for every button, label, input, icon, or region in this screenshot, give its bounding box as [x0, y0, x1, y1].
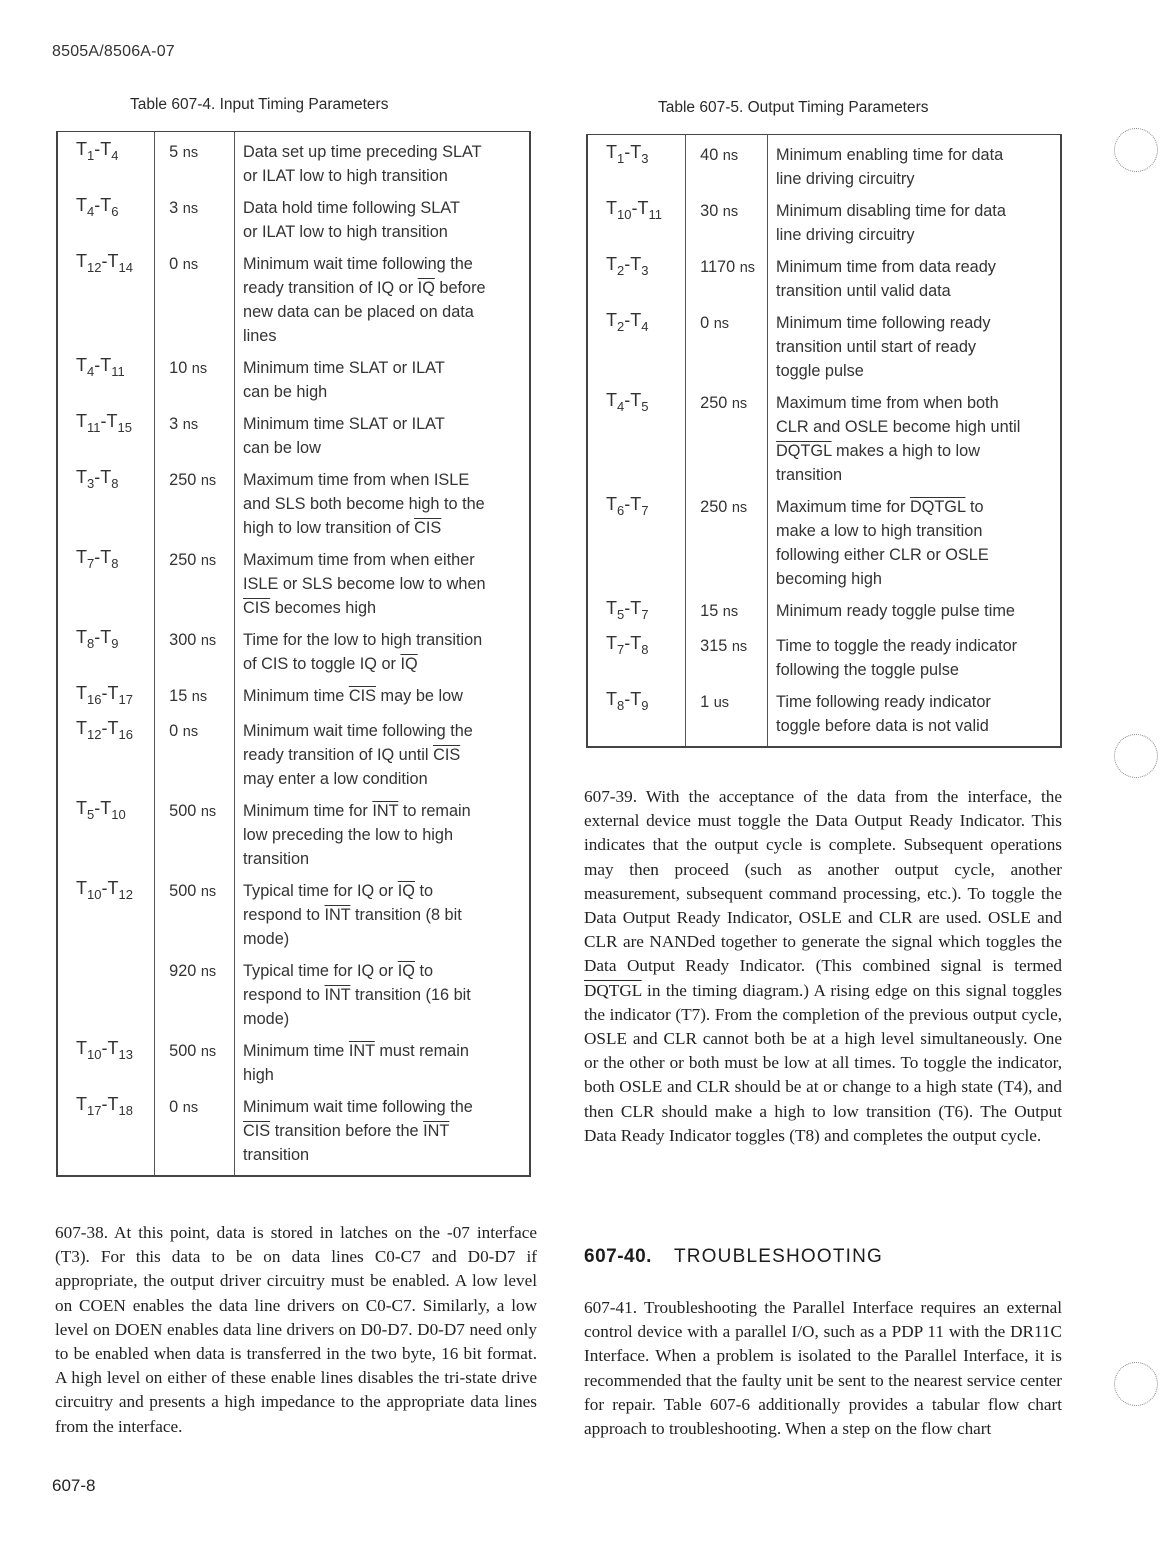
timing-value: 300 ns — [155, 620, 235, 676]
desc-text: transition — [243, 1146, 310, 1164]
active-low-signal: $\overline{INT}$ — [348, 1042, 375, 1060]
desc-text: transition until start of ready — [776, 338, 977, 356]
desc-text: can be low — [243, 439, 321, 457]
paragraph-607-38: 607-38. At this point, data is stored in latches on the -07 interface (T3). For this data to be on data lines C0-C7 and D0-D7 if appropriate, the output driver circuitry must be enabled. A low level on COEN enables the data line drivers on C0-C7. Similarly, a low level on DOEN enables data line drivers on D0-D7. D0-D7 need only to be enabled when data is transferred in the two byte, 16 bit format. A high level on either of these enable lines disables the tri-state drive circuitry and presents a high impedance to the appropriate data lines from the interface. — [55, 1223, 537, 1436]
timing-description — [768, 303, 1061, 383]
table-row — [57, 951, 530, 1031]
desc-text: new data can be placed on data — [243, 303, 474, 321]
desc-text: Minimum time SLAT or ILAT — [243, 359, 445, 377]
timing-description — [235, 540, 530, 620]
paragraph-607-41: 607-41. Troubleshooting the Parallel Interface requires an external control device with a parallel I/O, such as a PDP 11 with the DR11C Interface. When a problem is isolated to the Parallel Interface, it is recommended that the faulty unit be sent to the nearest service center for repair. Table 607-6 additionally provides a tabular flow chart approach to troubleshooting. When a step on the flow chart — [584, 1298, 1062, 1439]
timing-value: 500 ns — [155, 791, 235, 871]
active-low-signal: $\overline{INT}$ — [324, 906, 351, 924]
timing-description — [768, 591, 1061, 626]
document-header-id: 8505A/8506A-07 — [52, 43, 175, 60]
desc-text: Time for the low to high transition — [243, 631, 483, 649]
timing-interval: $T_4-T_5$ — [587, 383, 686, 487]
desc-text: mode) — [243, 930, 290, 948]
timing-interval: $T_8-T_9$ — [57, 620, 155, 676]
timing-unit: ns — [731, 396, 748, 412]
table-row — [587, 135, 1061, 192]
timing-interval: $T_{11}-T_{15}$ — [57, 404, 155, 460]
desc-text: ISLE or SLS become low to when — [243, 575, 486, 593]
active-low-signal: $\overline{CIS}$ — [433, 746, 461, 764]
timing-interval: $T_{10}-T_{11}$ — [587, 191, 686, 247]
desc-text: toggle before data is not valid — [776, 717, 989, 735]
active-low-signal: DQTGL — [909, 498, 966, 516]
desc-text: Maximum time from when either — [243, 551, 475, 569]
desc-text: make a low to high transition — [776, 522, 983, 540]
desc-text: Minimum enabling time for data — [776, 146, 1004, 164]
timing-unit: ns — [191, 689, 208, 705]
timing-interval: $T_4-T_{11}$ — [57, 348, 155, 404]
desc-text: becoming high — [776, 570, 882, 588]
active-low-signal: $\overline{CIS}$ — [348, 687, 377, 705]
timing-unit: us — [713, 695, 730, 711]
timing-description — [235, 132, 530, 189]
timing-description — [235, 404, 530, 460]
desc-text: Minimum disabling time for data — [776, 202, 1006, 220]
page-number: 607-8 — [52, 1476, 96, 1495]
timing-unit: ns — [200, 473, 217, 489]
output-timing-rows — [587, 135, 1061, 748]
table-row — [587, 626, 1061, 682]
timing-description — [235, 1031, 530, 1087]
timing-interval: $T_5-T_{10}$ — [57, 791, 155, 871]
output-table-caption: Table 607-5. Output Timing Parameters — [658, 99, 929, 116]
timing-unit: ns — [182, 201, 199, 217]
desc-text: to — [414, 882, 434, 900]
desc-text: lines — [243, 327, 277, 345]
desc-text: to — [414, 962, 434, 980]
timing-interval: $T_6-T_7$ — [587, 487, 686, 591]
timing-value: 30 ns — [686, 191, 768, 247]
table-row — [57, 348, 530, 404]
table-row — [57, 132, 530, 189]
table-row — [587, 591, 1061, 626]
timing-unit: ns — [182, 724, 199, 740]
table-row — [57, 791, 530, 871]
desc-text: following the toggle pulse — [776, 661, 959, 679]
table-row — [587, 487, 1061, 591]
desc-text: Minimum time — [243, 687, 349, 705]
timing-description — [235, 620, 530, 676]
timing-interval: $T_7-T_8$ — [57, 540, 155, 620]
binder-hole-icon — [1114, 734, 1158, 778]
desc-text: Time to toggle the ready indicator — [776, 637, 1018, 655]
timing-unit: ns — [722, 148, 739, 164]
timing-interval: $T_{17}-T_{18}$ — [57, 1087, 155, 1167]
table-row — [57, 404, 530, 460]
table-row — [587, 682, 1061, 738]
timing-value: 1170 ns — [686, 247, 768, 303]
active-low-signal: $\overline{IQ}$ — [397, 882, 415, 900]
timing-value: 0 ns — [155, 244, 235, 348]
timing-value: 5 ns — [155, 132, 235, 189]
desc-text: respond to — [243, 986, 325, 1004]
input-table-caption: Table 607-4. Input Timing Parameters — [130, 96, 389, 113]
timing-value: 10 ns — [155, 348, 235, 404]
timing-unit: ns — [200, 804, 217, 820]
timing-interval — [57, 951, 155, 1031]
desc-text: Minimum time — [243, 1042, 349, 1060]
timing-description — [235, 1087, 530, 1167]
timing-value: 250 ns — [155, 540, 235, 620]
timing-unit: ns — [200, 964, 217, 980]
timing-interval: $T_{10}-T_{13}$ — [57, 1031, 155, 1087]
timing-description — [235, 676, 530, 711]
timing-unit: ns — [200, 633, 217, 649]
timing-interval: $T_{12}-T_{16}$ — [57, 711, 155, 791]
active-low-signal: $\overline{INT}$ — [324, 986, 351, 1004]
desc-text: Minimum wait time following the — [243, 255, 473, 273]
timing-description — [768, 383, 1061, 487]
desc-text: makes a high to low — [831, 442, 980, 460]
input-timing-rows — [57, 132, 530, 1177]
timing-value: 0 ns — [155, 1087, 235, 1167]
timing-value: 250 ns — [155, 460, 235, 540]
timing-value: 0 ns — [686, 303, 768, 383]
table-row — [57, 676, 530, 711]
desc-text: line driving circuitry — [776, 170, 915, 188]
timing-unit: ns — [722, 604, 739, 620]
desc-text: following either CLR or OSLE — [776, 546, 989, 564]
timing-interval: $T_{12}-T_{14}$ — [57, 244, 155, 348]
timing-value: 3 ns — [155, 188, 235, 244]
desc-text: low preceding the low to high — [243, 826, 453, 844]
timing-unit: ns — [200, 884, 217, 900]
section-title: TROUBLESHOOTING — [673, 1246, 884, 1267]
timing-description — [768, 626, 1061, 682]
timing-interval: $T_1-T_3$ — [587, 135, 686, 192]
desc-text: Maximum time for — [776, 498, 910, 516]
timing-unit: ns — [200, 1044, 217, 1060]
timing-description — [235, 188, 530, 244]
table-row — [587, 303, 1061, 383]
desc-text: Typical time for IQ or — [243, 962, 398, 980]
timing-value: 315 ns — [686, 626, 768, 682]
active-low-signal: $\overline{CIS}$ — [243, 599, 271, 617]
desc-text: of CIS to toggle IQ or — [243, 655, 401, 673]
timing-description — [235, 951, 530, 1031]
timing-interval: $T_4-T_6$ — [57, 188, 155, 244]
timing-description — [768, 247, 1061, 303]
desc-text: and SLS both become high to the — [243, 495, 485, 513]
table-row — [587, 383, 1061, 487]
table-row — [587, 247, 1061, 303]
desc-text: may be low — [376, 687, 463, 705]
timing-description — [235, 791, 530, 871]
desc-text: Minimum ready toggle pulse time — [776, 602, 1015, 620]
input-timing-table — [56, 131, 531, 1177]
timing-value: 250 ns — [686, 383, 768, 487]
timing-unit: ns — [182, 257, 199, 273]
desc-text: Minimum time SLAT or ILAT — [243, 415, 445, 433]
active-low-signal: $\overline{CIS}$ — [414, 519, 442, 537]
desc-text: CLR and OSLE become high until — [776, 418, 1021, 436]
timing-value: 500 ns — [155, 871, 235, 951]
timing-unit: ns — [722, 204, 739, 220]
timing-value: 920 ns — [155, 951, 235, 1031]
timing-value: 15 ns — [686, 591, 768, 626]
table-row — [587, 191, 1061, 247]
desc-text: Minimum time following ready — [776, 314, 991, 332]
timing-value: 15 ns — [155, 676, 235, 711]
binder-hole-icon — [1114, 1362, 1158, 1406]
desc-text: transition (8 bit — [350, 906, 462, 924]
timing-unit: ns — [739, 260, 756, 276]
table-row — [57, 460, 530, 540]
active-low-signal: $\overline{IQ}$ — [397, 962, 415, 980]
desc-text: Minimum time for — [243, 802, 373, 820]
active-low-signal: $\overline{IQ}$ — [417, 279, 435, 297]
desc-text: mode) — [243, 1010, 290, 1028]
timing-interval: $T_1-T_4$ — [57, 132, 155, 189]
section-heading-troubleshooting — [584, 1246, 883, 1268]
timing-description — [768, 487, 1061, 591]
timing-interval: $T_5-T_7$ — [587, 591, 686, 626]
desc-text: can be high — [243, 383, 328, 401]
desc-text: must remain — [374, 1042, 469, 1060]
timing-description — [768, 682, 1061, 738]
timing-interval: $T_2-T_4$ — [587, 303, 686, 383]
desc-text: Minimum time from data ready — [776, 258, 996, 276]
desc-text: may enter a low condition — [243, 770, 428, 788]
timing-description — [235, 460, 530, 540]
timing-value: 500 ns — [155, 1031, 235, 1087]
desc-text: or ILAT low to high transition — [243, 167, 448, 185]
desc-text: Typical time for IQ or — [243, 882, 398, 900]
desc-text: Time following ready indicator — [776, 693, 991, 711]
desc-text: to remain — [398, 802, 471, 820]
timing-description — [768, 135, 1061, 192]
timing-unit: ns — [182, 1100, 199, 1116]
output-timing-table — [586, 134, 1062, 748]
table-row — [57, 540, 530, 620]
table-row — [57, 244, 530, 348]
timing-interval: $T_{16}-T_{17}$ — [57, 676, 155, 711]
timing-unit: ns — [182, 145, 199, 161]
paragraph-607-39-part-b: in the timing diagram.) A rising edge on this signal toggles the indicator (T7). From the completion of the previous output cycle, OSLE and CLR cannot both be at a high level simultaneously. One or the other or both must be low at all times. To toggle the indicator, both OSLE and CLR should be at or change to a high state (T4), and then CLR should make a high to low transition (T6). The Output Data Ready Indicator toggles (T8) and completes the output cycle. — [584, 980, 1062, 1145]
section-number: 607-40. — [584, 1246, 652, 1267]
timing-interval: $T_2-T_3$ — [587, 247, 686, 303]
timing-unit: ns — [182, 417, 199, 433]
desc-text: transition — [243, 850, 310, 868]
binder-hole-icon — [1114, 128, 1158, 172]
active-low-signal: $\overline{INT}$ — [372, 802, 399, 820]
timing-description — [235, 244, 530, 348]
desc-text: ready transition of IQ or — [243, 279, 418, 297]
desc-text: Data set up time preceding SLAT — [243, 143, 482, 161]
timing-description — [768, 191, 1061, 247]
timing-interval: $T_8-T_9$ — [587, 682, 686, 738]
paragraph-607-39-part-a: 607-39. With the acceptance of the data from the interface, the external device must toggle the Data Output Ready Indicator. This indicates that the output cycle is complete. Subsequent operations may then proceed (such as another output cycle, another measurement, subsequent command processing, etc.). To toggle the Data Output Ready Indicator, OSLE and CLR are used. OSLE and CLR are NANDed together to generate the signal which toggles the Data Output Ready Indicator. (This combined signal is termed — [584, 787, 1062, 976]
desc-text: respond to — [243, 906, 325, 924]
desc-text: transition until valid data — [776, 282, 951, 300]
desc-text: Data hold time following SLAT — [243, 199, 460, 217]
timing-unit: ns — [191, 361, 208, 377]
timing-value: 0 ns — [155, 711, 235, 791]
table-bottom-padding — [57, 1167, 530, 1176]
table-row — [57, 188, 530, 244]
desc-text: ready transition of IQ until — [243, 746, 434, 764]
table-row — [57, 1031, 530, 1087]
timing-unit: ns — [200, 553, 217, 569]
desc-text: to — [965, 498, 984, 516]
timing-unit: ns — [731, 500, 748, 516]
table-row — [57, 620, 530, 676]
timing-interval: $T_3-T_8$ — [57, 460, 155, 540]
desc-text: becomes high — [270, 599, 377, 617]
desc-text: Maximum time from when both — [776, 394, 999, 412]
desc-text: toggle pulse — [776, 362, 864, 380]
desc-text: or ILAT low to high transition — [243, 223, 448, 241]
desc-text: high to low transition of — [243, 519, 415, 537]
dqtgl-signal-name: DQTGL — [584, 980, 642, 1000]
timing-unit: ns — [713, 316, 730, 332]
table-row — [57, 711, 530, 791]
table-bottom-padding — [587, 738, 1061, 747]
desc-text: Minimum wait time following the — [243, 1098, 473, 1116]
timing-value: 40 ns — [686, 135, 768, 192]
desc-text: high — [243, 1066, 274, 1084]
desc-text: transition (16 bit — [350, 986, 471, 1004]
timing-value: 1 us — [686, 682, 768, 738]
desc-text: before — [434, 279, 486, 297]
timing-unit: ns — [731, 639, 748, 655]
timing-value: 3 ns — [155, 404, 235, 460]
active-low-signal: $\overline{INT}$ — [423, 1122, 450, 1140]
timing-value: 250 ns — [686, 487, 768, 591]
paragraph-607-39 — [584, 785, 1062, 1148]
timing-description — [235, 711, 530, 791]
desc-text: line driving circuitry — [776, 226, 915, 244]
timing-interval: $T_7-T_8$ — [587, 626, 686, 682]
active-low-signal: $\overline{CIS}$ — [243, 1122, 271, 1140]
desc-text: transition before the — [270, 1122, 424, 1140]
timing-description — [235, 348, 530, 404]
table-row — [57, 1087, 530, 1167]
active-low-signal: DQTGL — [776, 442, 832, 460]
desc-text: Maximum time from when ISLE — [243, 471, 470, 489]
timing-description — [235, 871, 530, 951]
active-low-signal: $\overline{IQ}$ — [400, 655, 418, 673]
timing-interval: $T_{10}-T_{12}$ — [57, 871, 155, 951]
table-row — [57, 871, 530, 951]
desc-text: transition — [776, 466, 843, 484]
desc-text: Minimum wait time following the — [243, 722, 473, 740]
